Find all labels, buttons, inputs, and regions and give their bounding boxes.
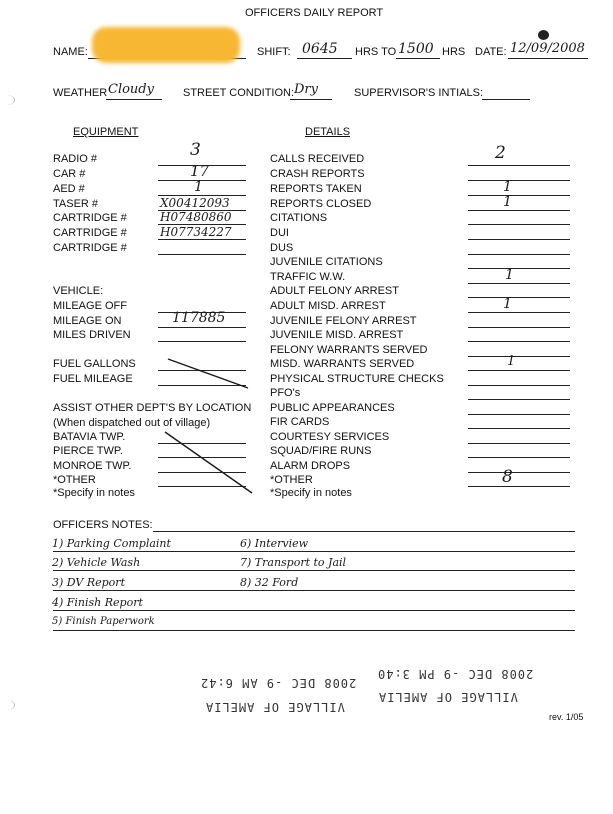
note-entry: 8) 32 Ford: [240, 576, 299, 589]
assist-row-label: BATAVIA TWP.: [53, 431, 126, 443]
hrs-label: HRS: [442, 46, 466, 58]
specify-note: *Specify in notes: [270, 487, 352, 499]
detail-line: [468, 268, 570, 269]
detail-line: [468, 195, 570, 196]
detail-line: [468, 414, 570, 415]
taser-value: X00412093: [160, 196, 230, 210]
shift-label: SHIFT:: [257, 46, 291, 58]
mileage-on-value: 117885: [172, 310, 226, 326]
detail-label: ADULT FELONY ARREST: [270, 285, 399, 297]
cartridge-2-value: H07734227: [160, 225, 232, 239]
detail-line: [468, 472, 570, 473]
note-entry: 3) DV Report: [52, 576, 125, 589]
note-entry: 1) Parking Complaint: [52, 537, 171, 550]
detail-line: [468, 341, 570, 342]
detail-line: [468, 254, 570, 255]
vehicle-label: VEHICLE:: [53, 285, 104, 297]
detail-label: ADULT MISD. ARREST: [270, 300, 386, 312]
details-heading: DETAILS: [305, 126, 351, 138]
assist-row-label: MONROE TWP.: [53, 460, 132, 472]
detail-label: TRAFFIC W.W.: [270, 271, 346, 283]
equipment-label: AED #: [53, 183, 85, 195]
detail-label: REPORTS CLOSED: [270, 198, 372, 210]
revision-label: rev. 1/05: [549, 712, 584, 722]
detail-value: 1: [505, 267, 514, 283]
detail-label: FIR CARDS: [270, 416, 330, 428]
notes-line: [53, 551, 575, 552]
detail-line: [468, 297, 570, 298]
detail-label: DUS: [270, 242, 294, 254]
radio-value: 3: [190, 140, 201, 160]
equipment-label: CARTRIDGE #: [53, 212, 127, 224]
detail-line: [468, 180, 570, 181]
detail-line: [468, 356, 570, 357]
notes-line: [53, 630, 575, 631]
detail-line: [468, 327, 570, 328]
detail-label: PUBLIC APPEARANCES: [270, 402, 395, 414]
detail-label: ALARM DROPS: [270, 460, 351, 472]
shift-from-value: 0645: [302, 41, 338, 57]
report-title: OFFICERS DAILY REPORT: [245, 7, 384, 19]
detail-label: REPORTS TAKEN: [270, 183, 362, 195]
detail-line: [468, 457, 570, 458]
detail-value: 2: [495, 143, 506, 163]
weather-label: WEATHER: [53, 87, 108, 99]
detail-line: [468, 283, 570, 284]
detail-label: PHYSICAL STRUCTURE CHECKS: [270, 373, 444, 385]
equipment-label: RADIO #: [53, 153, 98, 165]
detail-value: 1: [503, 179, 512, 195]
equipment-line: [158, 443, 246, 444]
detail-label: CRASH REPORTS: [270, 168, 365, 180]
assist-sublabel: (When dispatched out of village): [53, 417, 211, 429]
detail-value: 1: [507, 354, 516, 369]
detail-label: MISD. WARRANTS SERVED: [270, 358, 415, 370]
received-stamp: 2008 DEC -9 PM 3:40: [377, 667, 534, 681]
detail-value: 1: [503, 296, 512, 312]
detail-label: JUVENILE FELONY ARREST: [270, 315, 417, 327]
equipment-label: CARTRIDGE #: [53, 227, 127, 239]
shift-to-value: 1500: [398, 41, 434, 57]
received-stamp-village: VILLAGE OF AMELIA: [378, 690, 518, 704]
mileage-off-label: MILEAGE OFF: [53, 300, 127, 312]
detail-line: [468, 443, 570, 444]
weather-value: Cloudy: [108, 82, 154, 97]
detail-label: CALLS RECEIVED: [270, 153, 365, 165]
date-value: 12/09/2008: [510, 41, 585, 56]
detail-line: [468, 312, 570, 313]
notes-line: [53, 570, 575, 571]
detail-value: 8: [502, 467, 513, 487]
assist-strike-line: [165, 432, 252, 493]
assist-label: ASSIST OTHER DEPT'S BY LOCATION: [53, 402, 252, 414]
detail-label: FELONY WARRANTS SERVED: [270, 344, 428, 356]
street-condition-value: Dry: [294, 82, 318, 97]
note-entry: 5) Finish Paperwork: [52, 616, 155, 627]
detail-label: JUVENILE CITATIONS: [270, 256, 383, 268]
detail-label: COURTESY SERVICES: [270, 431, 390, 443]
received-stamp-village: VILLAGE OF AMELIA: [205, 700, 345, 714]
detail-label: SQUAD/FIRE RUNS: [270, 445, 372, 457]
name-label: NAME:: [53, 46, 88, 58]
equipment-label: CARTRIDGE #: [53, 242, 127, 254]
detail-label: DUI: [270, 227, 289, 239]
notes-line: [53, 610, 575, 611]
detail-line: [468, 370, 570, 371]
hrs-to-label: HRS TO: [355, 46, 397, 58]
detail-label: JUVENILE MISD. ARREST: [270, 329, 404, 341]
detail-line: [468, 210, 570, 211]
miles-driven-label: MILES DRIVEN: [53, 329, 131, 341]
aed-value: 1: [194, 179, 203, 195]
assist-row-label: *OTHER: [53, 474, 96, 486]
fuel-strike-line: [168, 359, 248, 388]
detail-label: PFO's: [270, 387, 301, 399]
specify-note: *Specify in notes: [53, 487, 135, 499]
note-entry: 6) Interview: [240, 537, 309, 550]
note-entry: 2) Vehicle Wash: [52, 556, 141, 569]
date-label: DATE:: [475, 46, 507, 58]
detail-label: *OTHER: [270, 474, 313, 486]
fuel-gallons-label: FUEL GALLONS: [53, 358, 136, 370]
notes-line: [153, 531, 575, 532]
assist-row-label: PIERCE TWP.: [53, 445, 123, 457]
notes-label: OFFICERS NOTES:: [53, 519, 153, 531]
received-stamp: 2008 DEC -9 AM 6:42: [200, 676, 357, 690]
detail-line: [468, 165, 570, 166]
detail-line: [468, 239, 570, 240]
car-value: 17: [190, 162, 210, 180]
detail-label: CITATIONS: [270, 212, 328, 224]
note-entry: 7) Transport to Jail: [240, 556, 347, 569]
notes-line: [53, 590, 575, 591]
detail-line: [468, 385, 570, 386]
equipment-line: [158, 486, 246, 487]
detail-line: [468, 224, 570, 225]
equipment-label: CAR #: [53, 168, 86, 180]
cartridge-1-value: H07480860: [160, 210, 232, 224]
mileage-on-label: MILEAGE ON: [53, 315, 122, 327]
note-entry: 4) Finish Report: [52, 596, 143, 609]
detail-line: [468, 399, 570, 400]
detail-value: 1: [503, 194, 512, 210]
equipment-label: TASER #: [53, 198, 99, 210]
fuel-mileage-label: FUEL MILEAGE: [53, 373, 133, 385]
equipment-line: [158, 472, 246, 473]
street-condition-label: STREET CONDITION:: [183, 87, 295, 99]
supervisor-label: SUPERVISOR'S INTIALS:: [354, 87, 484, 99]
equipment-line: [158, 457, 246, 458]
detail-line: [468, 428, 570, 429]
detail-line: [468, 486, 570, 487]
equipment-heading: EQUIPMENT: [73, 126, 139, 138]
